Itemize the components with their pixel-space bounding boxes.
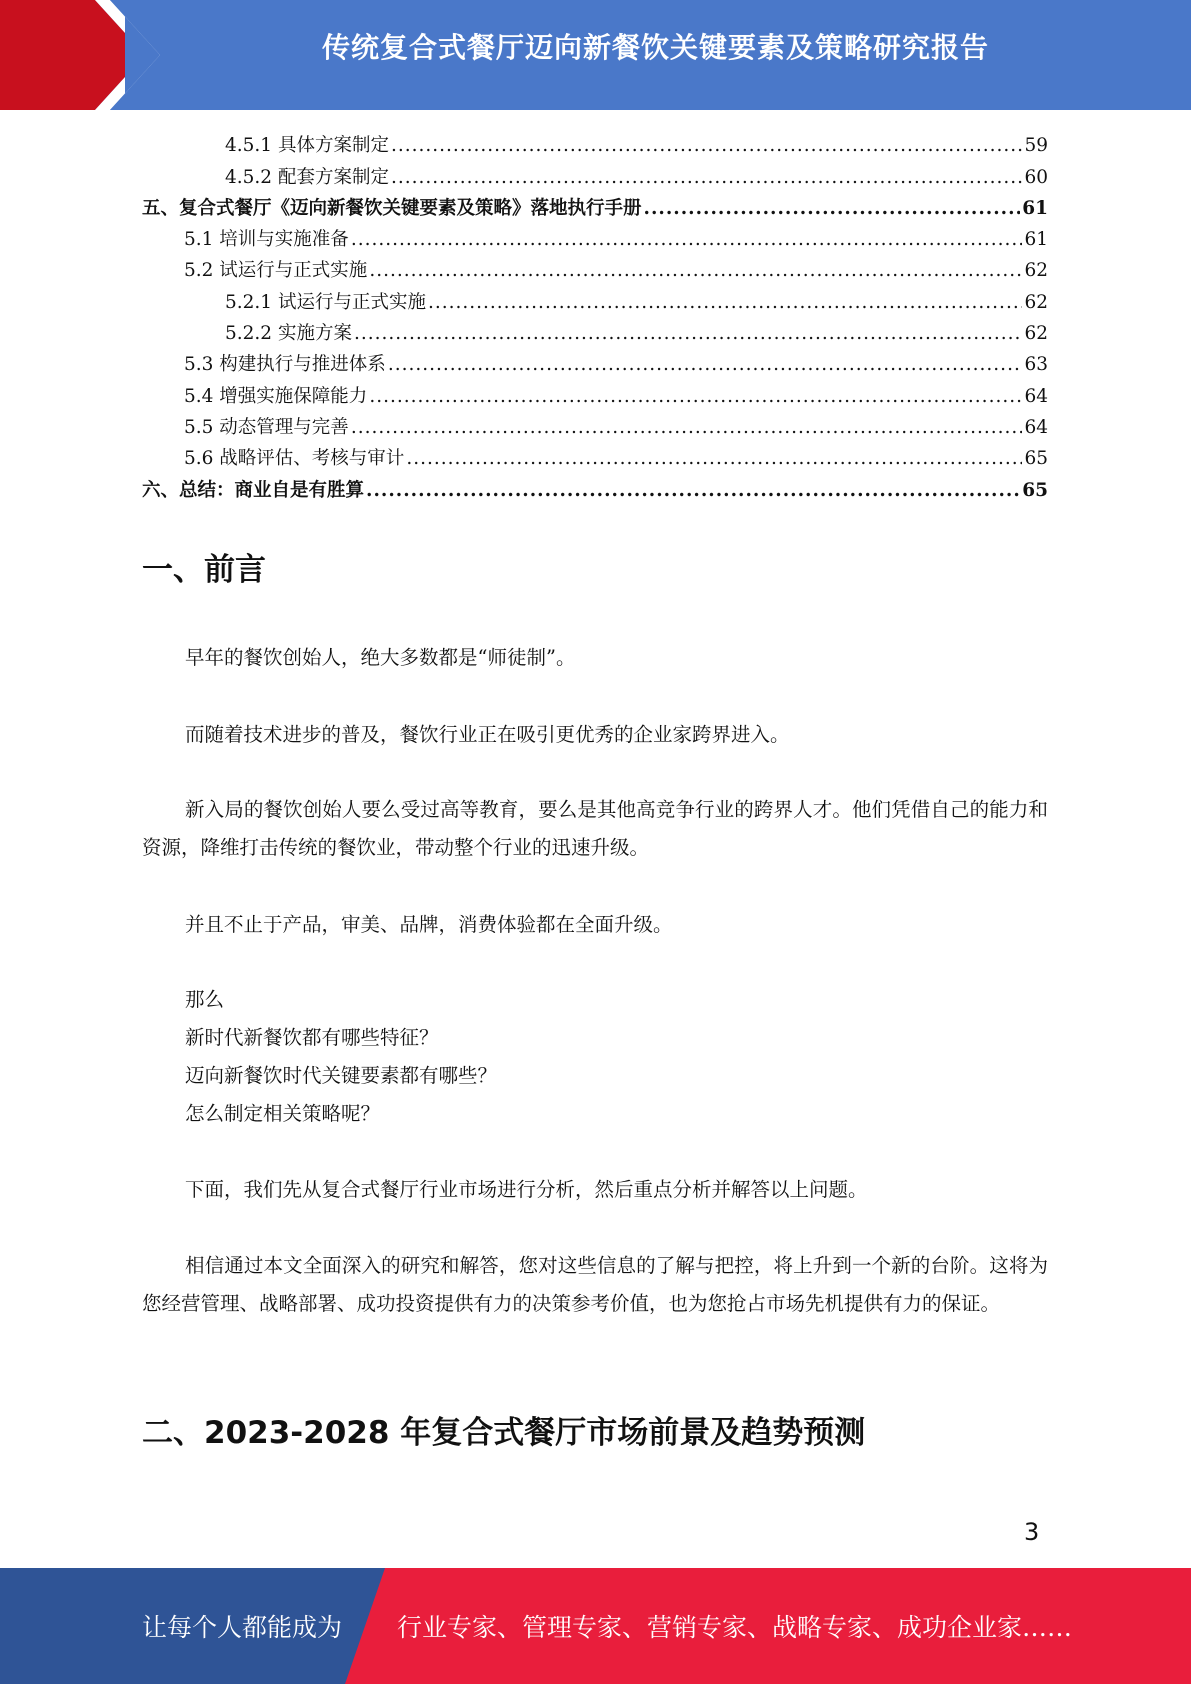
toc-entry[interactable]: [142, 441, 1048, 472]
toc-entry[interactable]: [142, 472, 1048, 503]
toc-entry-page: 65: [1022, 479, 1048, 501]
paragraph: 并且不止于产品，审美、品牌，消费体验都在全面升级。: [185, 913, 673, 936]
toc-dot-leader: [388, 352, 1023, 378]
toc-entry[interactable]: [142, 378, 1048, 409]
toc-entry-label: 5.6 战略评估、考核与审计: [184, 448, 405, 470]
paragraph: 下面，我们先从复合式餐厅行业市场进行分析，然后重点分析并解答以上问题。: [185, 1178, 868, 1201]
toc-entry-page: 64: [1024, 416, 1048, 438]
paragraph: 相信通过本文全面深入的研究和解答，您对这些信息的了解与把控，将上升到一个新的台阶。这将为您经营管理、战略部署、成功投资提供有力的决策参考价值，也为您抢占市场先机提供有力的保证。: [142, 1254, 1048, 1315]
toc-entry-label: 4.5.1 具体方案制定: [225, 135, 389, 157]
toc-entry[interactable]: [142, 128, 1048, 159]
paragraph: 早年的餐饮创始人，绝大多数都是“师徒制”。: [185, 646, 576, 669]
toc-dot-leader: [354, 321, 1023, 347]
toc-entry-page: 62: [1024, 323, 1048, 345]
toc-entry-label: 4.5.2 配套方案制定: [225, 166, 389, 188]
toc-dot-leader: [644, 196, 1021, 222]
toc-entry-label: 5.3 构建执行与推进体系: [184, 354, 386, 376]
toc-entry-page: 65: [1024, 448, 1048, 470]
section-heading-preface: 一、前言: [142, 552, 266, 588]
toc-entry-page: 63: [1024, 354, 1048, 376]
toc-dot-leader: [391, 165, 1022, 191]
toc-dot-leader: [351, 415, 1023, 441]
toc-entry[interactable]: [142, 316, 1048, 347]
paragraph: 新入局的餐饮创始人要么受过高等教育，要么是其他高竞争行业的跨界人才。他们凭借自己的能力和资源，降维打击传统的餐饮业，带动整个行业的迅速升级。: [142, 798, 1048, 859]
question-line: 迈向新餐饮时代关键要素都有哪些？: [185, 1064, 498, 1087]
toc-dot-leader: [369, 384, 1022, 410]
toc-dot-leader: [351, 227, 1023, 253]
toc-entry[interactable]: [142, 159, 1048, 190]
toc-dot-leader: [428, 290, 1022, 316]
header-title: 传统复合式餐厅迈向新餐饮关键要素及策略研究报告: [321, 31, 989, 64]
toc-entry-page: 59: [1024, 135, 1048, 157]
toc-entry[interactable]: [142, 410, 1048, 441]
toc-entry-label: 五、复合式餐厅《迈向新餐饮关键要素及策略》落地执行手册: [142, 197, 642, 219]
toc-entry-page: 61: [1022, 197, 1048, 219]
toc-entry-label: 5.2.1 试运行与正式实施: [225, 291, 426, 313]
toc-entry-label: 5.5 动态管理与完善: [184, 416, 349, 438]
footer-slogan-left: 让每个人都能成为: [142, 1613, 343, 1642]
toc-entry[interactable]: [142, 284, 1048, 315]
toc-entry[interactable]: [142, 347, 1048, 378]
toc-dot-leader: [369, 258, 1022, 284]
footer-slogan-right: 行业专家、管理专家、营销专家、战略专家、成功企业家……: [397, 1613, 1073, 1642]
toc-dot-leader: [406, 446, 1022, 472]
toc-entry[interactable]: [142, 253, 1048, 284]
toc-dot-leader: [391, 133, 1022, 159]
toc-entry-label: 六、总结：商业自是有胜算: [142, 479, 365, 501]
section-heading-market-forecast: 二、2023-2028 年复合式餐厅市场前景及趋势预测: [142, 1415, 866, 1451]
question-line: 新时代新餐饮都有哪些特征？: [185, 1026, 439, 1049]
page-header-banner: [0, 0, 1191, 110]
toc-entry[interactable]: [142, 191, 1048, 222]
paragraph: 而随着技术进步的普及，餐饮行业正在吸引更优秀的企业家跨界进入。: [185, 723, 790, 746]
toc-entry-page: 61: [1024, 229, 1048, 251]
page-number: 3: [1024, 1518, 1040, 1546]
toc-entry-page: 62: [1024, 291, 1048, 313]
toc-dot-leader: [366, 478, 1020, 504]
question-line: 怎么制定相关策略呢？: [185, 1102, 381, 1125]
toc-entry-page: 60: [1024, 166, 1048, 188]
table-of-contents: [142, 128, 1048, 504]
toc-entry-page: 64: [1024, 385, 1048, 407]
toc-entry-label: 5.1 培训与实施准备: [184, 229, 349, 251]
toc-entry-label: 5.4 增强实施保障能力: [184, 385, 368, 407]
toc-entry-label: 5.2 试运行与正式实施: [184, 260, 368, 282]
toc-entry-label: 5.2.2 实施方案: [225, 323, 352, 345]
question-line: 那么: [185, 988, 225, 1011]
toc-entry-page: 62: [1024, 260, 1048, 282]
page-footer-banner: [0, 1568, 1191, 1684]
toc-entry[interactable]: [142, 222, 1048, 253]
